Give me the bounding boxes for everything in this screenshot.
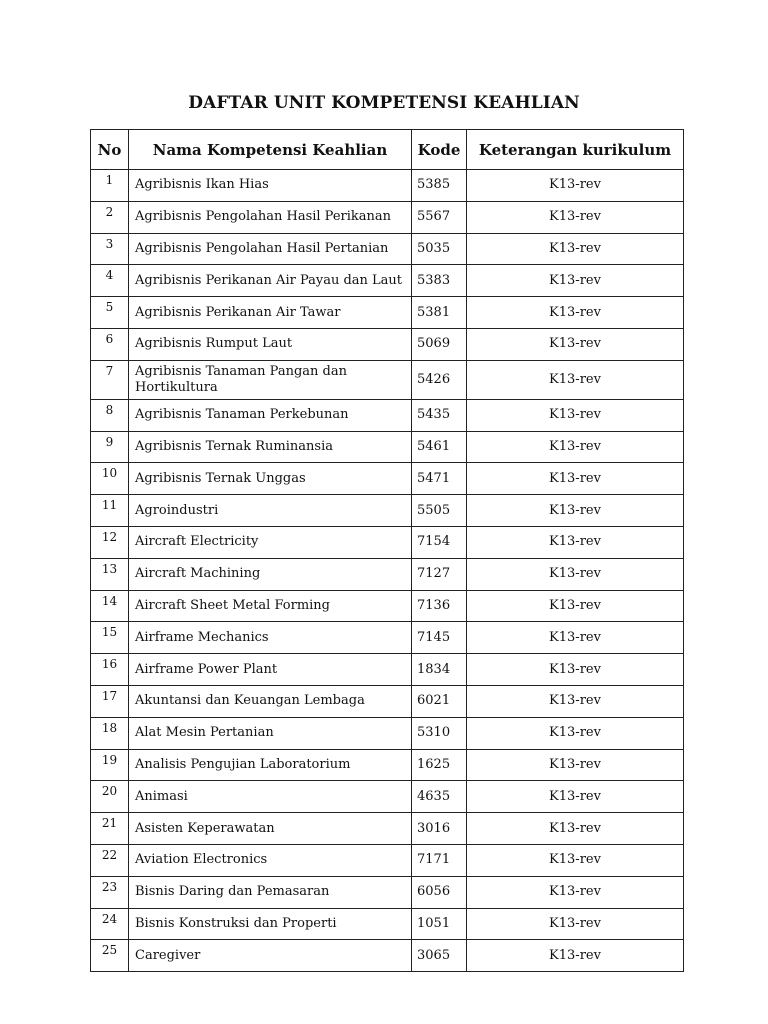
cell-kode: 5069	[412, 328, 467, 360]
table-row	[91, 297, 684, 329]
table-row	[91, 233, 684, 265]
cell-no: 7	[91, 360, 129, 399]
cell-name: Animasi	[129, 781, 412, 813]
table-row	[91, 876, 684, 908]
cell-name: Aircraft Machining	[129, 558, 412, 590]
cell-name: Airframe Mechanics	[129, 622, 412, 654]
table-row	[91, 399, 684, 431]
cell-name: Agribisnis Pengolahan Hasil Pertanian	[129, 233, 412, 265]
cell-keterangan: K13-rev	[467, 170, 684, 202]
cell-no: 8	[91, 399, 129, 431]
cell-no: 21	[91, 813, 129, 845]
cell-no: 20	[91, 781, 129, 813]
table-row	[91, 685, 684, 717]
cell-keterangan: K13-rev	[467, 328, 684, 360]
cell-kode: 5471	[412, 463, 467, 495]
cell-kode: 7136	[412, 590, 467, 622]
cell-kode: 5385	[412, 170, 467, 202]
cell-no: 24	[91, 908, 129, 940]
cell-keterangan: K13-rev	[467, 940, 684, 972]
cell-keterangan: K13-rev	[467, 654, 684, 686]
table-row	[91, 265, 684, 297]
cell-name: Agribisnis Rumput Laut	[129, 328, 412, 360]
table-row	[91, 749, 684, 781]
cell-no: 2	[91, 201, 129, 233]
table-row	[91, 526, 684, 558]
header-ket: Keterangan kurikulum	[467, 130, 684, 170]
cell-name: Asisten Keperawatan	[129, 813, 412, 845]
cell-no: 9	[91, 431, 129, 463]
cell-name: Aircraft Electricity	[129, 526, 412, 558]
cell-keterangan: K13-rev	[467, 781, 684, 813]
cell-keterangan: K13-rev	[467, 360, 684, 399]
cell-keterangan: K13-rev	[467, 876, 684, 908]
cell-no: 12	[91, 526, 129, 558]
cell-keterangan: K13-rev	[467, 526, 684, 558]
table-row	[91, 908, 684, 940]
cell-kode: 5461	[412, 431, 467, 463]
cell-name: Agribisnis Ikan Hias	[129, 170, 412, 202]
table-row	[91, 495, 684, 527]
cell-name: Analisis Pengujian Laboratorium	[129, 749, 412, 781]
cell-keterangan: K13-rev	[467, 463, 684, 495]
cell-name: Agribisnis Perikanan Air Payau dan Laut	[129, 265, 412, 297]
cell-kode: 5567	[412, 201, 467, 233]
cell-kode: 7154	[412, 526, 467, 558]
cell-no: 16	[91, 654, 129, 686]
cell-keterangan: K13-rev	[467, 622, 684, 654]
cell-name: Airframe Power Plant	[129, 654, 412, 686]
table-row	[91, 328, 684, 360]
cell-no: 4	[91, 265, 129, 297]
table-body	[91, 170, 684, 972]
cell-no: 18	[91, 717, 129, 749]
cell-keterangan: K13-rev	[467, 813, 684, 845]
table-row	[91, 463, 684, 495]
table-row	[91, 590, 684, 622]
header-row	[91, 130, 684, 170]
table-row	[91, 201, 684, 233]
table-row	[91, 813, 684, 845]
cell-no: 22	[91, 844, 129, 876]
cell-kode: 7145	[412, 622, 467, 654]
cell-name: Agribisnis Perikanan Air Tawar	[129, 297, 412, 329]
table-row	[91, 717, 684, 749]
cell-name: Agribisnis Tanaman Perkebunan	[129, 399, 412, 431]
cell-kode: 6056	[412, 876, 467, 908]
cell-kode: 1834	[412, 654, 467, 686]
cell-keterangan: K13-rev	[467, 717, 684, 749]
cell-no: 13	[91, 558, 129, 590]
cell-keterangan: K13-rev	[467, 908, 684, 940]
cell-name: Agribisnis Ternak Ruminansia	[129, 431, 412, 463]
cell-keterangan: K13-rev	[467, 590, 684, 622]
cell-kode: 1625	[412, 749, 467, 781]
cell-kode: 5435	[412, 399, 467, 431]
table-row	[91, 622, 684, 654]
cell-no: 15	[91, 622, 129, 654]
cell-kode: 3065	[412, 940, 467, 972]
header-kode: Kode	[412, 130, 467, 170]
cell-name: Agroindustri	[129, 495, 412, 527]
cell-kode: 5035	[412, 233, 467, 265]
cell-keterangan: K13-rev	[467, 233, 684, 265]
cell-name: Akuntansi dan Keuangan Lembaga	[129, 685, 412, 717]
cell-no: 14	[91, 590, 129, 622]
cell-no: 25	[91, 940, 129, 972]
header-name: Nama Kompetensi Keahlian	[129, 130, 412, 170]
cell-kode: 3016	[412, 813, 467, 845]
cell-no: 19	[91, 749, 129, 781]
cell-kode: 7127	[412, 558, 467, 590]
table-row	[91, 940, 684, 972]
cell-kode: 7171	[412, 844, 467, 876]
cell-no: 10	[91, 463, 129, 495]
page-title: DAFTAR UNIT KOMPETENSI KEAHLIAN	[188, 93, 580, 113]
cell-name: Alat Mesin Pertanian	[129, 717, 412, 749]
cell-kode: 5381	[412, 297, 467, 329]
competency-table	[90, 129, 684, 972]
table-row	[91, 431, 684, 463]
cell-name: Agribisnis Tanaman Pangan dan Hortikultura	[129, 360, 412, 399]
cell-keterangan: K13-rev	[467, 495, 684, 527]
cell-kode: 5310	[412, 717, 467, 749]
cell-keterangan: K13-rev	[467, 685, 684, 717]
cell-name: Bisnis Daring dan Pemasaran	[129, 876, 412, 908]
cell-kode: 1051	[412, 908, 467, 940]
table-row	[91, 558, 684, 590]
cell-name: Agribisnis Ternak Unggas	[129, 463, 412, 495]
cell-keterangan: K13-rev	[467, 431, 684, 463]
cell-name: Aircraft Sheet Metal Forming	[129, 590, 412, 622]
cell-no: 1	[91, 170, 129, 202]
cell-kode: 6021	[412, 685, 467, 717]
cell-name: Caregiver	[129, 940, 412, 972]
cell-keterangan: K13-rev	[467, 844, 684, 876]
cell-kode: 5426	[412, 360, 467, 399]
header-no: No	[91, 130, 129, 170]
cell-keterangan: K13-rev	[467, 265, 684, 297]
cell-kode: 5505	[412, 495, 467, 527]
cell-keterangan: K13-rev	[467, 201, 684, 233]
table-row	[91, 654, 684, 686]
cell-kode: 4635	[412, 781, 467, 813]
cell-no: 6	[91, 328, 129, 360]
cell-name: Agribisnis Pengolahan Hasil Perikanan	[129, 201, 412, 233]
cell-no: 3	[91, 233, 129, 265]
cell-keterangan: K13-rev	[467, 399, 684, 431]
table-row	[91, 781, 684, 813]
cell-keterangan: K13-rev	[467, 749, 684, 781]
cell-name: Aviation Electronics	[129, 844, 412, 876]
table-row	[91, 170, 684, 202]
cell-no: 17	[91, 685, 129, 717]
table-row	[91, 360, 684, 399]
cell-no: 5	[91, 297, 129, 329]
table-row	[91, 844, 684, 876]
cell-kode: 5383	[412, 265, 467, 297]
cell-name: Bisnis Konstruksi dan Properti	[129, 908, 412, 940]
cell-keterangan: K13-rev	[467, 297, 684, 329]
cell-keterangan: K13-rev	[467, 558, 684, 590]
table-header	[91, 130, 684, 170]
cell-no: 23	[91, 876, 129, 908]
cell-no: 11	[91, 495, 129, 527]
